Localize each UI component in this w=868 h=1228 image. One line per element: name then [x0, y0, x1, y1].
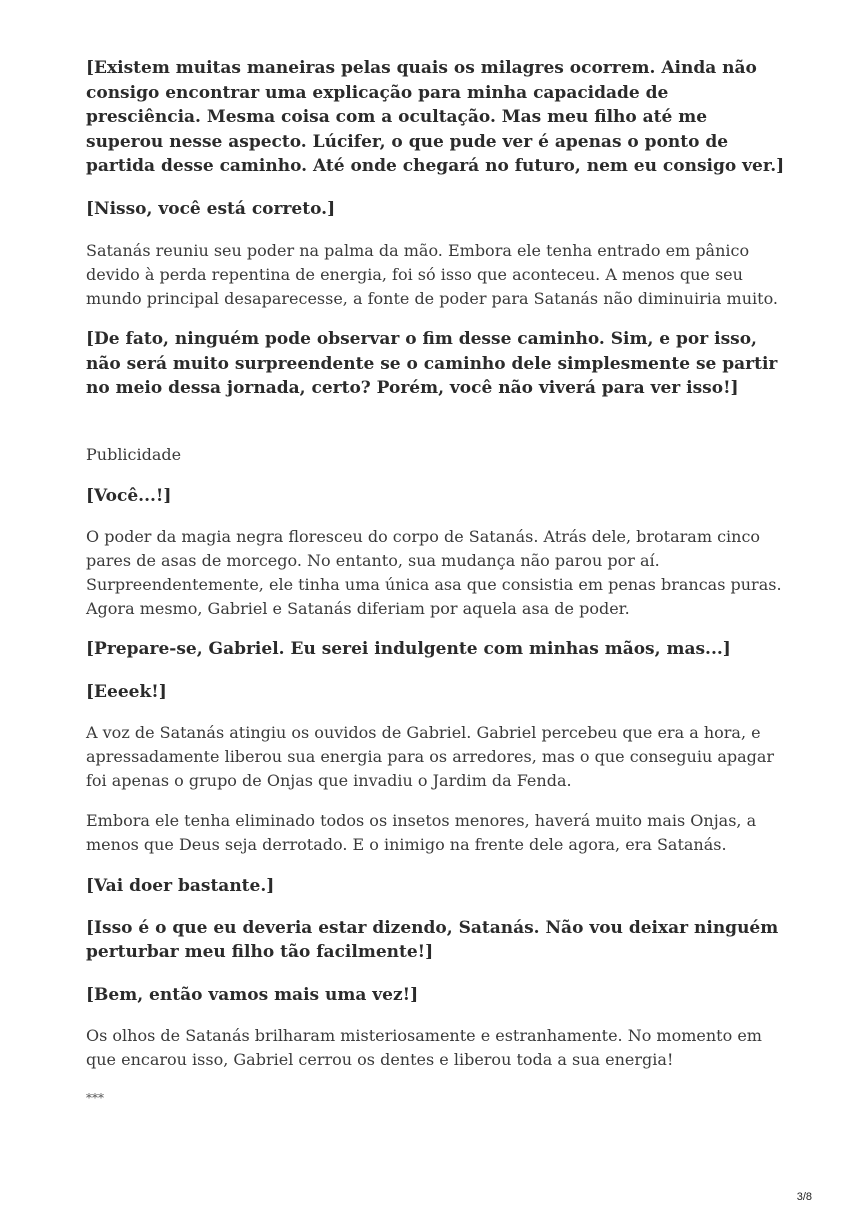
narration-paragraph: A voz de Satanás atingiu os ouvidos de Gabriel. Gabriel percebeu que era a hora, e apressadamente liberou sua energia para os arredores, mas o que conseguiu apagar foi apenas o grupo de Onjas que invadiu o Jardim da Fenda. — [86, 723, 775, 790]
narration-paragraph: O poder da magia negra floresceu do corpo de Satanás. Atrás dele, brotaram cinco pares de asas de morcego. No entanto, sua mudança não parou por aí. Surpreendentemente, ele tinha uma única asa que consistia em penas brancas puras. Agora mesmo, Gabriel e Satanás diferiam por aquela asa de poder. — [86, 527, 782, 618]
dialogue-paragraph: [Prepare-se, Gabriel. Eu serei indulgente com minhas mãos, mas...] — [86, 639, 731, 659]
narration-paragraph: Satanás reuniu seu poder na palma da mão. Embora ele tenha entrado em pânico devido à perda repentina de energia, foi só isso que aconteceu. A menos que seu mundo principal desaparecesse, a fonte de poder para Satanás não diminuiria muito. — [86, 241, 779, 308]
dialogue-paragraph: [Nisso, você está correto.] — [86, 198, 336, 219]
dialogue-paragraph: [Vai doer bastante.] — [86, 876, 275, 896]
page-number: 3/8 — [796, 1191, 812, 1203]
dialogue-paragraph: [Bem, então vamos mais uma vez!] — [86, 984, 419, 1005]
document-page — [86, 56, 786, 1106]
dialogue-paragraph: [Existem muitas maneiras pelas quais os milagres ocorrem. Ainda não consigo encontrar uma explicação para minha capacidade de presciência. Mesma coisa com a ocultação. Mas meu filho até me superou nesse aspecto. Lúcifer, o que pude ver é apenas o ponto de partida desse caminho. Até onde chegará no futuro, nem eu consigo ver.] — [86, 58, 785, 176]
narration-paragraph: Embora ele tenha eliminado todos os insetos menores, haverá muito mais Onjas, a menos que Deus seja derrotado. E o inimigo na frente dele agora, era Satanás. — [86, 811, 757, 854]
dialogue-paragraph: [De fato, ninguém pode observar o fim desse caminho. Sim, e por isso, não será muito surpreendente se o caminho dele simplesmente se partir no meio dessa jornada, certo? Porém, você não viverá para ver isso!] — [86, 329, 778, 398]
scene-separator: *** — [86, 1091, 104, 1105]
dialogue-paragraph: [Eeeek!] — [86, 681, 167, 702]
advertisement-label: Publicidade — [86, 444, 182, 464]
narration-paragraph: Os olhos de Satanás brilharam misteriosamente e estranhamente. No momento em que encarou isso, Gabriel cerrou os dentes e liberou toda a sua energia! — [86, 1026, 762, 1069]
dialogue-paragraph: [Você...!] — [86, 485, 172, 506]
dialogue-paragraph: [Isso é o que eu deveria estar dizendo, Satanás. Não vou deixar ninguém perturbar meu filho tão facilmente!] — [86, 917, 779, 962]
